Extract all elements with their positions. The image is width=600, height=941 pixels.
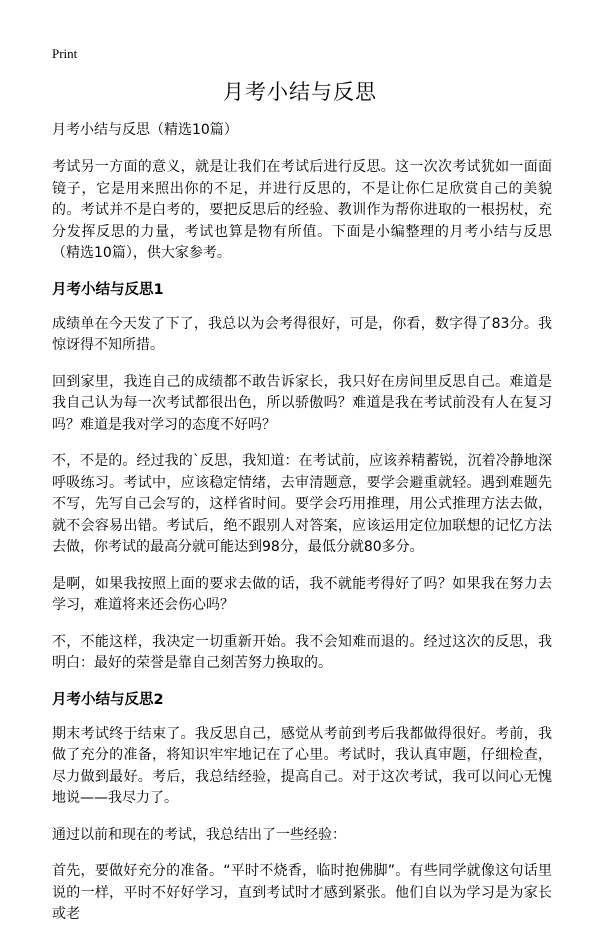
paragraph: 期末考试终于结束了。我反思自己，感觉从考前到考后我都做得很好。考前，我做了充分的准备，将知识牢牢地记在了心里。考试时，我认真审题，仔细检查，尽力做到最好。考后，我总结经验，提高自己。对于这次考试，我可以问心无愧地说——我尽力了。 [52,725,552,806]
page-title: 月考小结与反思 [223,80,377,104]
paragraph: 通过以前和现在的考试，我总结出了一些经验： [52,826,346,843]
section-1 [52,280,552,675]
paragraph: 首先，要做好充分的准备。“平时不烧香，临时抱佛脚”。有些同学就像这句话里说的一样，平时不好好学习，直到考试时才感到紧张。他们自以为学习是为家长或老 [52,863,552,922]
paragraph: 不，不能这样，我决定一切重新开始。我不会知难而退的。经过这次的反思，我明白：最好的荣誉是靠自己刻苦努力换取的。 [52,633,552,671]
article-body [52,120,552,941]
article-subtitle: 月考小结与反思（精选10篇） [52,122,238,138]
intro-paragraph: 考试另一方面的意义，就是让我们在考试后进行反思。这一次次考试犹如一面面镜子，它是用来照出你的不足，并进行反思的，不是让你仁足欣赏自己的美貌的。考试并不是白考的，要把反思后的经验、教训作为帮你进取的一根拐杖，充分发挥反思的力量，考试也算是物有所值。下面是小编整理的月考小结与反思（精选10篇），供大家参考。 [52,159,552,261]
section-2 [52,690,552,926]
paragraph: 不，不是的。经过我的`反思，我知道：在考试前，应该养精蓄锐，沉着冷静地深呼吸练习。考试中，应该稳定情绪，去审清题意，要学会避重就轻。遇到难题先不写，先写自己会写的，这样省时间。要学会巧用推理，用公式推理方法去做，就不会容易出错。考试后，绝不跟别人对答案，应该运用定位加联想的记忆方法去做，你考试的最高分就可能达到98分，最低分就80多分。 [52,453,552,555]
paragraph: 是啊，如果我按照上面的要求去做的话，我不就能考得好了吗？如果我在努力去学习，难道将来还会伤心吗？ [52,575,552,613]
paragraph: 成绩单在今天发了下了，我总以为会考得很好，可是，你看，数字得了83分。我惊讶得不知所措。 [52,315,552,353]
print-link[interactable]: Print [52,46,78,61]
paragraph: 回到家里，我连自己的成绩都不敢告诉家长，我只好在房间里反思自己。难道是我自己认为每一次考试都很出色，所以骄傲吗？难道是我在考试前没有人在复习吗？难道是我对学习的态度不好吗？ [52,373,552,433]
section-heading: 月考小结与反思1 [52,281,164,298]
section-heading: 月考小结与反思2 [52,691,164,708]
